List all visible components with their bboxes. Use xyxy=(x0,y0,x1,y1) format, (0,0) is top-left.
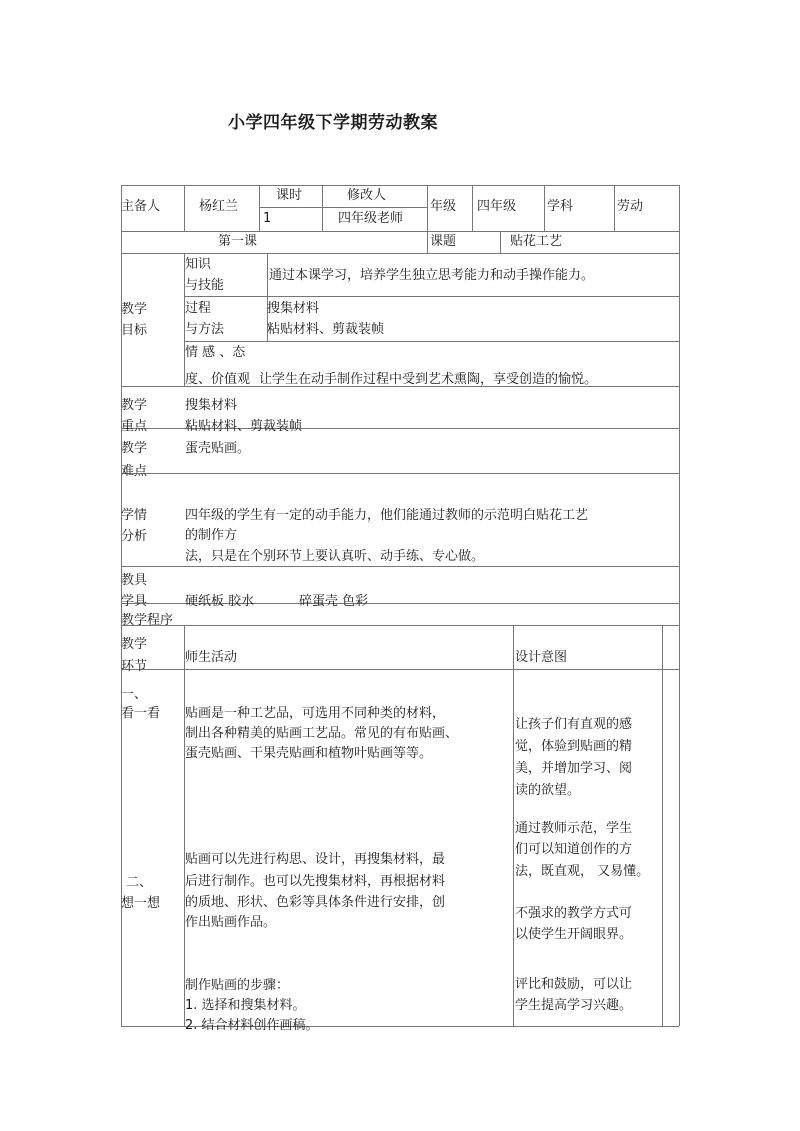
analysis-text: 的制作方 xyxy=(185,528,238,543)
table-rule xyxy=(121,669,679,670)
subject-value: 劳动 xyxy=(617,199,644,214)
intent-line: 学生提高学习兴趣。 xyxy=(515,998,633,1013)
process-label: 过程 xyxy=(185,301,212,316)
activity-line: 贴画是一种工艺品，可选用不同种类的材料， xyxy=(185,706,446,721)
table-rule xyxy=(259,185,260,231)
activity-line: 制出各种精美的贴画工艺品。常见的有布贴画、 xyxy=(185,726,459,741)
reviser-label: 修改人 xyxy=(347,188,387,203)
intent-line: 评比和鼓励，可以让 xyxy=(515,977,633,992)
grade-value: 四年级 xyxy=(477,199,517,214)
emotion-label: 情 感 、态 xyxy=(185,345,246,360)
intent-line: 们可以知道创作的方 xyxy=(515,842,633,857)
table-rule xyxy=(544,185,545,231)
table-rule xyxy=(513,625,514,1026)
table-rule xyxy=(259,207,427,208)
table-rule xyxy=(472,185,473,231)
activity-line: 蛋壳贴画、干果壳贴画和植物叶贴画等等。 xyxy=(185,746,433,761)
topic-label: 课题 xyxy=(430,234,457,249)
stage-number: 一、 xyxy=(121,687,148,702)
topic-value: 贴花工艺 xyxy=(510,234,563,249)
intent-column-header: 设计意图 xyxy=(515,650,568,665)
procedure-label: 教学程序 xyxy=(121,613,174,628)
intent-line: 法，既直观， 又易懂。 xyxy=(515,864,650,879)
table-rule xyxy=(322,185,323,231)
table-rule xyxy=(427,185,428,253)
difficulty-text: 蛋壳贴画。 xyxy=(185,441,251,456)
analysis-text: 法，只是在个别环节上要认真听、动手练、专心做。 xyxy=(185,549,485,564)
table-rule xyxy=(121,185,679,186)
table-rule xyxy=(121,625,679,626)
subject-label: 学科 xyxy=(547,199,574,214)
tools-label: 教具 xyxy=(121,573,148,588)
stage-column-header: 环节 xyxy=(121,659,148,674)
period-label: 课时 xyxy=(276,188,303,203)
table-rule xyxy=(614,185,615,231)
analysis-text: 四年级的学生有一定的动手能力，他们能通过教师的示范明白贴花工艺 xyxy=(185,508,589,523)
process-text: 搜集材料 xyxy=(267,301,320,316)
period-value: 1 xyxy=(263,211,272,226)
stage-column-header: 教学 xyxy=(121,637,148,652)
difficulty-label: 教学 xyxy=(121,441,148,456)
table-rule xyxy=(184,296,679,297)
table-rule xyxy=(184,185,185,231)
activity-line: 贴画可以先进行构思、设计，再搜集材料，最 xyxy=(185,852,446,867)
table-rule xyxy=(662,625,663,1026)
process-label: 与方法 xyxy=(185,322,225,337)
intent-line: 让孩子们有直观的感 xyxy=(515,717,633,732)
activity-line: 作出贴画作品。 xyxy=(185,915,277,930)
chief-preparer-label: 主备人 xyxy=(121,199,161,214)
emotion-text: 让学生在动手制作过程中受到艺术熏陶，享受创造的愉悦。 xyxy=(259,372,598,387)
knowledge-label: 与技能 xyxy=(185,278,225,293)
intent-line: 觉，体验到贴画的精 xyxy=(515,739,633,754)
intent-line: 以使学生开阔眼界。 xyxy=(515,927,633,942)
table-rule xyxy=(121,473,679,474)
steps-line: 2. 结合材料创作画稿。 xyxy=(185,1018,319,1033)
table-rule xyxy=(500,231,501,253)
steps-line: 1. 选择和搜集材料。 xyxy=(185,998,306,1013)
key-points-text: 粘贴材料、剪裁装帧 xyxy=(185,419,303,434)
table-rule xyxy=(121,231,679,232)
knowledge-label: 知识 xyxy=(185,257,212,272)
tools-text: 碎蛋壳 色彩 xyxy=(299,594,369,609)
intent-line: 不强求的教学方式可 xyxy=(515,906,633,921)
key-points-label: 教学 xyxy=(121,398,148,413)
activity-column-header: 师生活动 xyxy=(185,650,238,665)
activity-line: 后进行制作。也可以先搜集材料，再根据材料 xyxy=(185,874,446,889)
intent-line: 美，并增加学习、阅 xyxy=(515,761,633,776)
page-title: 小学四年级下学期劳动教案 xyxy=(228,113,438,133)
table-rule xyxy=(679,185,680,1026)
key-points-text: 搜集材料 xyxy=(185,398,238,413)
analysis-label: 学情 xyxy=(121,508,148,523)
stage-number: 二、 xyxy=(126,875,153,890)
table-rule xyxy=(184,625,185,1026)
table-rule xyxy=(184,341,679,342)
key-points-label: 重点 xyxy=(121,419,148,434)
analysis-label: 分析 xyxy=(121,529,148,544)
grade-label: 年级 xyxy=(430,199,457,214)
stage-name: 看一看 xyxy=(121,706,161,721)
emotion-label: 度、价值观 xyxy=(185,372,251,387)
knowledge-text: 通过本课学习，培养学生独立思考能力和动手操作能力。 xyxy=(269,268,595,283)
table-rule xyxy=(121,566,679,567)
difficulty-label: 难点 xyxy=(121,464,148,479)
chief-preparer-value: 杨红兰 xyxy=(199,199,239,214)
table-rule xyxy=(121,253,679,254)
tools-label: 学具 xyxy=(121,594,148,609)
steps-line: 制作贴画的步骤： xyxy=(185,978,290,993)
reviser-value: 四年级老师 xyxy=(338,211,404,226)
activity-line: 的质地、形状、色彩等具体条件进行安排，创 xyxy=(185,895,446,910)
lesson-number: 第一课 xyxy=(218,234,258,249)
intent-line: 读的欲望。 xyxy=(515,783,581,798)
tools-text: 硬纸板 胶水 xyxy=(185,594,255,609)
objectives-label: 目标 xyxy=(121,323,148,338)
objectives-label: 教学 xyxy=(121,302,148,317)
stage-name: 想一想 xyxy=(121,896,161,911)
intent-line: 通过教师示范，学生 xyxy=(515,821,633,836)
process-text: 粘贴材料、剪裁装帧 xyxy=(267,322,385,337)
